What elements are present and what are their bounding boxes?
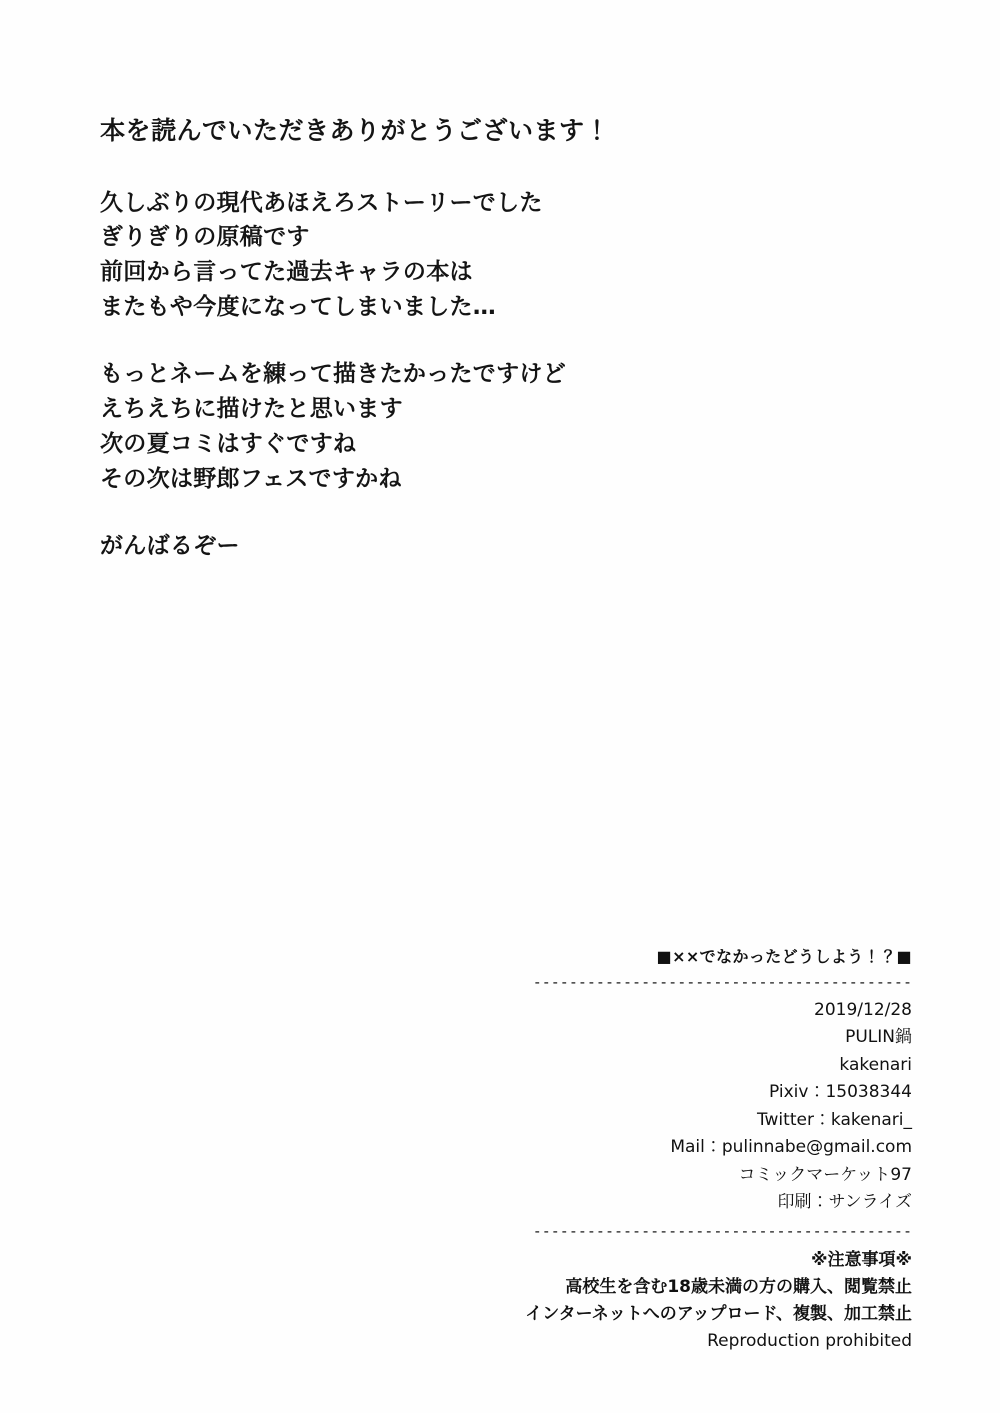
notice-block xyxy=(442,1247,912,1356)
colophon-title: ■××でなかったどうしよう！？■ xyxy=(656,947,912,966)
afterword-line: またもや今度になってしまいました… xyxy=(100,294,497,321)
afterword-line: その次は野郎フェスですかね xyxy=(100,466,402,493)
afterword-paragraph-3 xyxy=(100,529,800,564)
colophon-divider-upper: ------------------------------------------ xyxy=(532,972,912,991)
afterword-line: 次の夏コミはすぐですね xyxy=(100,431,357,458)
colophon-event-name: コミックマーケット97 xyxy=(738,1164,912,1185)
afterword-line: がんばるぞー xyxy=(100,533,240,560)
colophon-pixiv-id: Pixiv：15038344 xyxy=(769,1082,912,1103)
afterword-line: 前回から言ってた過去キャラの本は xyxy=(100,259,473,286)
colophon-author-name: kakenari xyxy=(839,1054,912,1075)
notice-upload-restriction: インターネットへのアップロード、複製、加工禁止 xyxy=(525,1304,912,1325)
colophon-printer-name: 印刷：サンライズ xyxy=(777,1192,912,1213)
colophon-date: 2019/12/28 xyxy=(814,999,912,1020)
colophon-mail-address: Mail：pulinnabe@gmail.com xyxy=(670,1137,912,1158)
notice-age-restriction: 高校生を含む18歳未満の方の購入、閲覧禁止 xyxy=(565,1277,912,1298)
colophon-block xyxy=(442,944,912,1356)
colophon-circle-name: PULIN鍋 xyxy=(845,1027,912,1048)
colophon-divider-lower: ------------------------------------------ xyxy=(532,1221,912,1240)
notice-heading: ※注意事項※ xyxy=(810,1249,912,1270)
afterword-paragraph-2 xyxy=(100,357,800,497)
afterword-line: 久しぶりの現代あほえろストーリーでした xyxy=(100,189,543,216)
colophon-twitter-handle: Twitter：kakenari_ xyxy=(756,1109,912,1130)
afterword-paragraph-1 xyxy=(100,186,800,326)
afterword-line: えちえちに描けたと思います xyxy=(100,396,403,423)
notice-reproduction-prohibited: Reproduction prohibited xyxy=(707,1331,912,1352)
afterword-block xyxy=(100,112,800,564)
afterword-headline: 本を読んでいただきありがとうございます！ xyxy=(100,116,611,145)
afterword-line: ぎりぎりの原稿です xyxy=(100,224,310,251)
afterword-line: もっとネームを練って描きたかったですけど xyxy=(100,361,566,388)
